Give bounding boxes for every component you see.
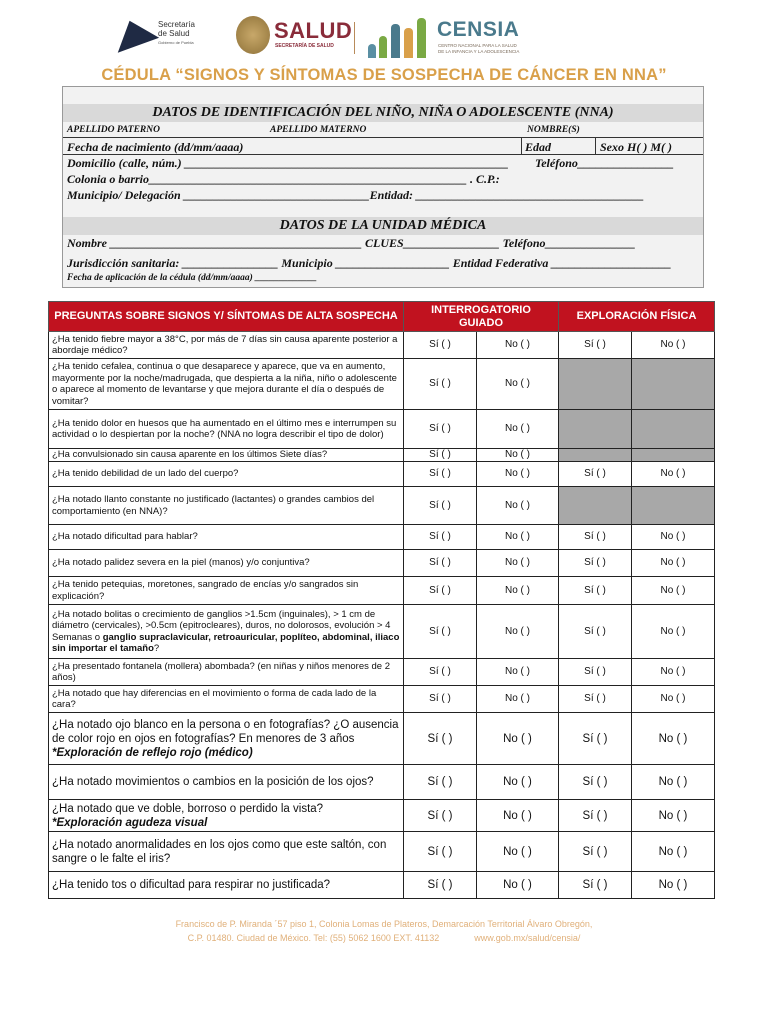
question-hablar: ¿Ha notado dificultad para hablar? [49, 525, 404, 550]
checkbox-no[interactable]: No ( ) [477, 713, 559, 765]
checkbox-no[interactable]: No ( ) [477, 800, 559, 832]
ojo-bold: *Exploración de reflejo rojo (médico) [52, 746, 253, 759]
question-palidez: ¿Ha notado palidez severa en la piel (manos) y/o conjuntiva? [49, 550, 404, 577]
header-preguntas: PREGUNTAS SOBRE SIGNOS Y/ SÍNTOMAS DE ALTA SOSPECHA [49, 302, 404, 332]
checkbox-si[interactable]: Sí ( ) [404, 872, 477, 899]
table-row [49, 462, 715, 487]
disabled-cell [559, 449, 632, 462]
salud-subtitle: SECRETARÍA DE SALUD [275, 43, 334, 49]
checkbox-si-exploracion[interactable]: Sí ( ) [559, 686, 632, 713]
checkbox-no-exploracion[interactable]: No ( ) [632, 713, 715, 765]
checkbox-si[interactable]: Sí ( ) [404, 686, 477, 713]
question-tos: ¿Ha tenido tos o dificultad para respirar no justificada? [49, 872, 404, 899]
ss-line2: de Salud [158, 29, 190, 38]
checkbox-no[interactable]: No ( ) [477, 872, 559, 899]
ojo-text: ¿Ha notado ojo blanco en la persona o en fotografías? ¿O ausencia de color rojo en ojos en fotografías? En menores de 3 años [52, 718, 399, 745]
censia-sub2: DE LA INFANCIA Y LA ADOLESCENCIA [438, 49, 520, 54]
table-row [49, 832, 715, 872]
question-fontanela: ¿Ha presentado fontanela (mollera) abombada? (en niñas y niños menores de 2 años) [49, 659, 404, 686]
checkbox-si-exploracion[interactable]: Sí ( ) [559, 332, 632, 359]
ss-emblem-icon [109, 13, 159, 52]
table-row [49, 659, 715, 686]
table-row [49, 359, 715, 410]
question-cara: ¿Ha notado que hay diferencias en el movimiento o forma de cada lado de la cara? [49, 686, 404, 713]
checkbox-no[interactable]: No ( ) [477, 659, 559, 686]
ss-line1: Secretaría [158, 20, 195, 29]
label-sexo[interactable]: Sexo H( ) M( ) [600, 140, 672, 154]
identification-form [62, 86, 704, 288]
checkbox-si-exploracion[interactable]: Sí ( ) [559, 577, 632, 605]
field-nombre-unidad[interactable]: Nombre __________________________________________ CLUES________________ Teléfono_______________ [67, 236, 636, 250]
page-title: CÉDULA “SIGNOS Y SÍNTOMAS DE SOSPECHA DE CÁNCER EN NNA” [101, 66, 667, 84]
checkbox-si[interactable]: Sí ( ) [404, 713, 477, 765]
salud-logo-text: SALUD [274, 18, 353, 43]
checkbox-si[interactable]: Sí ( ) [404, 449, 477, 462]
checkbox-si[interactable]: Sí ( ) [404, 410, 477, 449]
checkbox-no[interactable]: No ( ) [477, 449, 559, 462]
censia-sub1: CENTRO NACIONAL PARA LA SALUD [438, 43, 517, 48]
question-ganglios [49, 605, 404, 659]
checkbox-si[interactable]: Sí ( ) [404, 659, 477, 686]
question-fiebre: ¿Ha tenido fiebre mayor a 38°C, por más de 7 días sin causa aparente posterior a abordaje médico? [49, 332, 404, 359]
question-cefalea: ¿Ha tenido cefalea, continua o que desaparece y aparece, que va en aumento, mayormente por la noche/madrugada, que despierta a la niña, niño o adolescente o aparece al momento de levantarse y que mejora durante el día o después de vomitar? [49, 359, 404, 410]
checkbox-si-exploracion[interactable]: Sí ( ) [559, 605, 632, 659]
checkbox-no-exploracion[interactable]: No ( ) [632, 462, 715, 487]
question-convulsion: ¿Ha convulsionado sin causa aparente en los últimos Siete días? [49, 449, 404, 462]
page-footer [0, 917, 768, 945]
table-row [49, 550, 715, 577]
checkbox-no-exploracion[interactable]: No ( ) [632, 332, 715, 359]
disabled-cell [632, 487, 715, 525]
header-interrogatorio: INTERROGATORIO GUIADO [404, 302, 559, 332]
disabled-cell [559, 359, 632, 410]
checkbox-si[interactable]: Sí ( ) [404, 832, 477, 872]
field-domicilio[interactable]: Domicilio (calle, núm.) ______________________________________________________ [67, 156, 509, 170]
checkbox-no[interactable]: No ( ) [477, 832, 559, 872]
question-ojo-blanco [49, 713, 404, 765]
national-seal-icon [236, 16, 270, 54]
censia-logo-text: CENSIA [437, 18, 520, 41]
secretaria-salud-logo [112, 16, 204, 52]
vision-text: ¿Ha notado que ve doble, borroso o perdido la vista? [52, 802, 324, 815]
footer-contact: C.P. 01480. Ciudad de México. Tel: (55) 5062 1600 EXT. 41132 www.gob.mx/salud/censia/ [187, 933, 581, 943]
table-row [49, 872, 715, 899]
field-jurisdiccion[interactable]: Jurisdicción sanitaria: ________________ Municipio ___________________ Entidad Federativa ____________________ [67, 256, 672, 270]
label-fecha-nacimiento[interactable]: Fecha de nacimiento (dd/mm/aaaa) [67, 140, 244, 154]
checkbox-no[interactable]: No ( ) [477, 550, 559, 577]
checkbox-no-exploracion[interactable]: No ( ) [632, 872, 715, 899]
checkbox-si[interactable]: Sí ( ) [404, 550, 477, 577]
checkbox-si[interactable]: Sí ( ) [404, 605, 477, 659]
checkbox-no-exploracion[interactable]: No ( ) [632, 765, 715, 800]
checkbox-no[interactable]: No ( ) [477, 332, 559, 359]
checkbox-no[interactable]: No ( ) [477, 359, 559, 410]
footer-address: Francisco de P. Miranda ´57 piso 1, Colonia Lomas de Plateros, Demarcación Territorial Álvaro Obregón, [175, 919, 593, 929]
section-nna-title: DATOS DE IDENTIFICACIÓN DEL NIÑO, NIÑA O ADOLESCENTE (NNA) [63, 104, 703, 122]
checkbox-si[interactable]: Sí ( ) [404, 462, 477, 487]
checkbox-si[interactable]: Sí ( ) [404, 487, 477, 525]
table-row [49, 686, 715, 713]
checkbox-no-exploracion[interactable]: No ( ) [632, 832, 715, 872]
checkbox-no-exploracion[interactable]: No ( ) [632, 605, 715, 659]
ganglios-bold: ganglio supraclavicular, retroauricular, poplíteo, abdominal, iliaco sin importar el tamaño [52, 631, 400, 654]
ganglios-text: ¿Ha notado bolitas o crecimiento de ganglios >1.5cm (inguinales), > 1 cm de diámetro (cervicales), >0.5cm (epitrocleares), duros, no dolorosos, evolución > 4 Semanas o [52, 608, 391, 643]
checkbox-si[interactable]: Sí ( ) [404, 800, 477, 832]
checkbox-no-exploracion[interactable]: No ( ) [632, 800, 715, 832]
table-row [49, 449, 715, 462]
label-nombres: NOMBRE(S) [527, 125, 580, 135]
checkbox-no-exploracion[interactable]: No ( ) [632, 659, 715, 686]
label-apellido-paterno: APELLIDO PATERNO [67, 125, 160, 135]
checkbox-no[interactable]: No ( ) [477, 462, 559, 487]
header-exploracion: EXPLORACIÓN FÍSICA [559, 302, 715, 332]
checkbox-si[interactable]: Sí ( ) [404, 359, 477, 410]
checkbox-no[interactable]: No ( ) [477, 605, 559, 659]
checkbox-si[interactable]: Sí ( ) [404, 577, 477, 605]
checkbox-si-exploracion[interactable]: Sí ( ) [559, 550, 632, 577]
checkbox-si-exploracion[interactable]: Sí ( ) [559, 832, 632, 872]
table-row [49, 605, 715, 659]
checkbox-si-exploracion[interactable]: Sí ( ) [559, 765, 632, 800]
checkbox-no-exploracion[interactable]: No ( ) [632, 686, 715, 713]
ganglios-end: ? [153, 643, 160, 654]
question-petequias: ¿Ha tenido petequias, moretones, sangrado de encías y/o sangrados sin explicación? [49, 577, 404, 605]
table-row [49, 487, 715, 525]
censia-figures-icon [366, 16, 434, 58]
disabled-cell [559, 410, 632, 449]
checkbox-si-exploracion[interactable]: Sí ( ) [559, 525, 632, 550]
checkbox-si[interactable]: Sí ( ) [404, 765, 477, 800]
checkbox-no[interactable]: No ( ) [477, 487, 559, 525]
checkbox-no[interactable]: No ( ) [477, 410, 559, 449]
checkbox-no-exploracion[interactable]: No ( ) [632, 525, 715, 550]
question-movimiento-ojos: ¿Ha notado movimientos o cambios en la posición de los ojos? [49, 765, 404, 800]
table-row [49, 800, 715, 832]
checkbox-si-exploracion[interactable]: Sí ( ) [559, 462, 632, 487]
field-municipio[interactable]: Municipio/ Delegación _______________________________Entidad: ______________________________________ [67, 188, 645, 202]
checkbox-no[interactable]: No ( ) [477, 686, 559, 713]
field-colonia[interactable]: Colonia o barrio_____________________________________________________ . C.P.: [67, 172, 500, 186]
question-llanto: ¿Ha notado llanto constante no justificado (lactantes) o grandes cambios del comportamiento (en NNA)? [49, 487, 404, 525]
disabled-cell [632, 359, 715, 410]
table-header-row [49, 302, 715, 332]
symptoms-table [48, 301, 715, 899]
label-apellido-materno: APELLIDO MATERNO [270, 125, 367, 135]
table-row [49, 765, 715, 800]
disabled-cell [632, 410, 715, 449]
checkbox-si-exploracion[interactable]: Sí ( ) [559, 659, 632, 686]
field-telefono-nna[interactable]: Teléfono________________ [535, 156, 674, 170]
table-row [49, 713, 715, 765]
checkbox-si-exploracion[interactable]: Sí ( ) [559, 800, 632, 832]
checkbox-no[interactable]: No ( ) [477, 765, 559, 800]
question-vision [49, 800, 404, 832]
page-header [0, 0, 768, 62]
table-row [49, 577, 715, 605]
checkbox-si[interactable]: Sí ( ) [404, 332, 477, 359]
question-ojos-anormales: ¿Ha notado anormalidades en los ojos como que este saltón, con sangre o le falte el iris? [49, 832, 404, 872]
table-row [49, 410, 715, 449]
question-dolor-huesos: ¿Ha tenido dolor en huesos que ha aumentado en el último mes e interrumpen su actividad o lo despiertan por la noche? (NNA no logra describir el tipo de dolor) [49, 410, 404, 449]
ss-line3: Gobierno de Puebla [158, 40, 194, 45]
table-row [49, 525, 715, 550]
disabled-cell [632, 449, 715, 462]
checkbox-si-exploracion[interactable]: Sí ( ) [559, 872, 632, 899]
logo-divider [354, 22, 355, 54]
table-row [49, 332, 715, 359]
vision-bold: *Exploración agudeza visual [52, 816, 208, 829]
label-edad[interactable]: Edad [525, 140, 552, 154]
disabled-cell [559, 487, 632, 525]
section-unidad-title: DATOS DE LA UNIDAD MÉDICA [63, 217, 703, 235]
checkbox-si-exploracion[interactable]: Sí ( ) [559, 713, 632, 765]
field-fecha-aplicacion[interactable]: Fecha de aplicación de la cédula (dd/mm/aaaa) _____________ [67, 273, 317, 283]
checkbox-no-exploracion[interactable]: No ( ) [632, 550, 715, 577]
question-debilidad: ¿Ha tenido debilidad de un lado del cuerpo? [49, 462, 404, 487]
checkbox-no[interactable]: No ( ) [477, 525, 559, 550]
checkbox-si[interactable]: Sí ( ) [404, 525, 477, 550]
checkbox-no-exploracion[interactable]: No ( ) [632, 577, 715, 605]
checkbox-no[interactable]: No ( ) [477, 577, 559, 605]
